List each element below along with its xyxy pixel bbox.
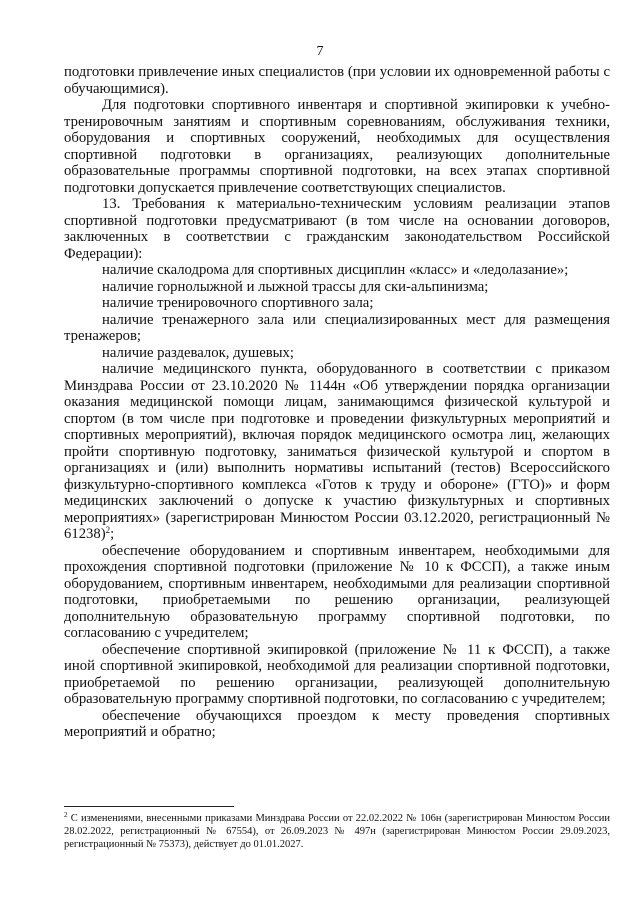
footnote-divider bbox=[64, 806, 234, 807]
footnote-reference-suffix: ; bbox=[110, 526, 115, 542]
paragraph-specialists: Для подготовки спортивного инвентаря и спортивной экипировки к учебно-тренировочным занятиям и спортивным соревнованиям, обслуживания техники, оборудования и спортивных сооружений, необходимых для осуществления спортивной подготовки в организациях, реализующих дополнительные образовательные программы спортивной подготовки, на всех этапах спортивной подготовки допускается привлечение соответствующих специалистов. bbox=[64, 97, 610, 196]
footnote-marker: 2 bbox=[64, 811, 68, 819]
footnote bbox=[64, 812, 610, 851]
paragraph-continuation: подготовки привлечение иных специалистов (при условии их одновременной работы с обучающимися). bbox=[64, 64, 610, 97]
list-item-equipment: обеспечение оборудованием и спортивным инвентарем, необходимыми для прохождения спортивной подготовки (приложение № 10 к ФССП), а также иным оборудованием, спортивным инвентарем, необходимыми для реализации спортивной подготовки, приобретаемыми по решению организации, реализующей дополнительную образовательную программу спортивной подготовки, по согласованию с учредителем; bbox=[64, 542, 610, 641]
list-item-sports-gear: обеспечение спортивной экипировкой (приложение № 11 к ФССП), а также иной спортивной экипировкой, необходимой для реализации спортивной подготовки, приобретаемой по решению организации, реализующей дополнительную образовательную программу спортивной подготовки, по согласованию с учредителем; bbox=[64, 641, 610, 707]
list-item-climbing-wall: наличие скалодрома для спортивных дисциплин «класс» и «ледолазание»; bbox=[102, 262, 569, 278]
list-item-transport: обеспечение обучающихся проездом к месту проведения спортивных мероприятий и обратно; bbox=[64, 707, 610, 740]
list-item-gym: наличие тренажерного зала или специализированных мест для размещения тренажеров; bbox=[64, 311, 610, 344]
paragraph-requirements-13: 13. Требования к материально-техническим условиям реализации этапов спортивной подготовки предусматривают (в том числе на основании договоров, заключенных в соответствии с гражданским законодательством Российской Федерации): bbox=[64, 196, 610, 262]
list-item-training-hall: наличие тренировочного спортивного зала; bbox=[102, 295, 374, 311]
list-item-ski-track: наличие горнолыжной и лыжной трассы для ски-альпинизма; bbox=[102, 278, 489, 295]
footnote-text: С изменениями, внесенными приказами Минздрава России от 22.02.2022 № 106н (зарегистрирован Минюстом России 28.02.2022, регистрационный № 67554), от 26.09.2023 № 497н (зарегистрирован Минюстом России 29.09.2023, регистрационный № 75373), действует до 01.01.2027. bbox=[64, 813, 610, 850]
footnote-reference: 2 bbox=[105, 525, 111, 535]
medical-point-text: наличие медицинского пункта, оборудованного в соответствии с приказом Минздрава России от 23.10.2020 № 1144н «Об утверждении порядка организации оказания медицинской помощи лицам, занимающимся физической культурой и спортом (в том числе при подготовке и проведении физкультурных мероприятий и спортивных мероприятий), включая порядок медицинского осмотра лиц, желающих пройти спортивную подготовку, заниматься физической культурой и спортом в организациях и (или) выполнить нормативы испытаний (тестов) Всероссийского физкультурно-спортивного комплекса «Готов к труду и обороне» (ГТО)» и форм медицинских заключений о допуске к участию физкультурных и спортивных мероприятиях» (зарегистрирован Минюстом России 03.12.2020, регистрационный № 61238) bbox=[64, 361, 610, 542]
page-number: 7 bbox=[316, 44, 324, 59]
document-body bbox=[64, 64, 610, 741]
list-item-locker-rooms: наличие раздевалок, душевых; bbox=[102, 344, 294, 361]
list-item-medical-point bbox=[64, 361, 610, 543]
